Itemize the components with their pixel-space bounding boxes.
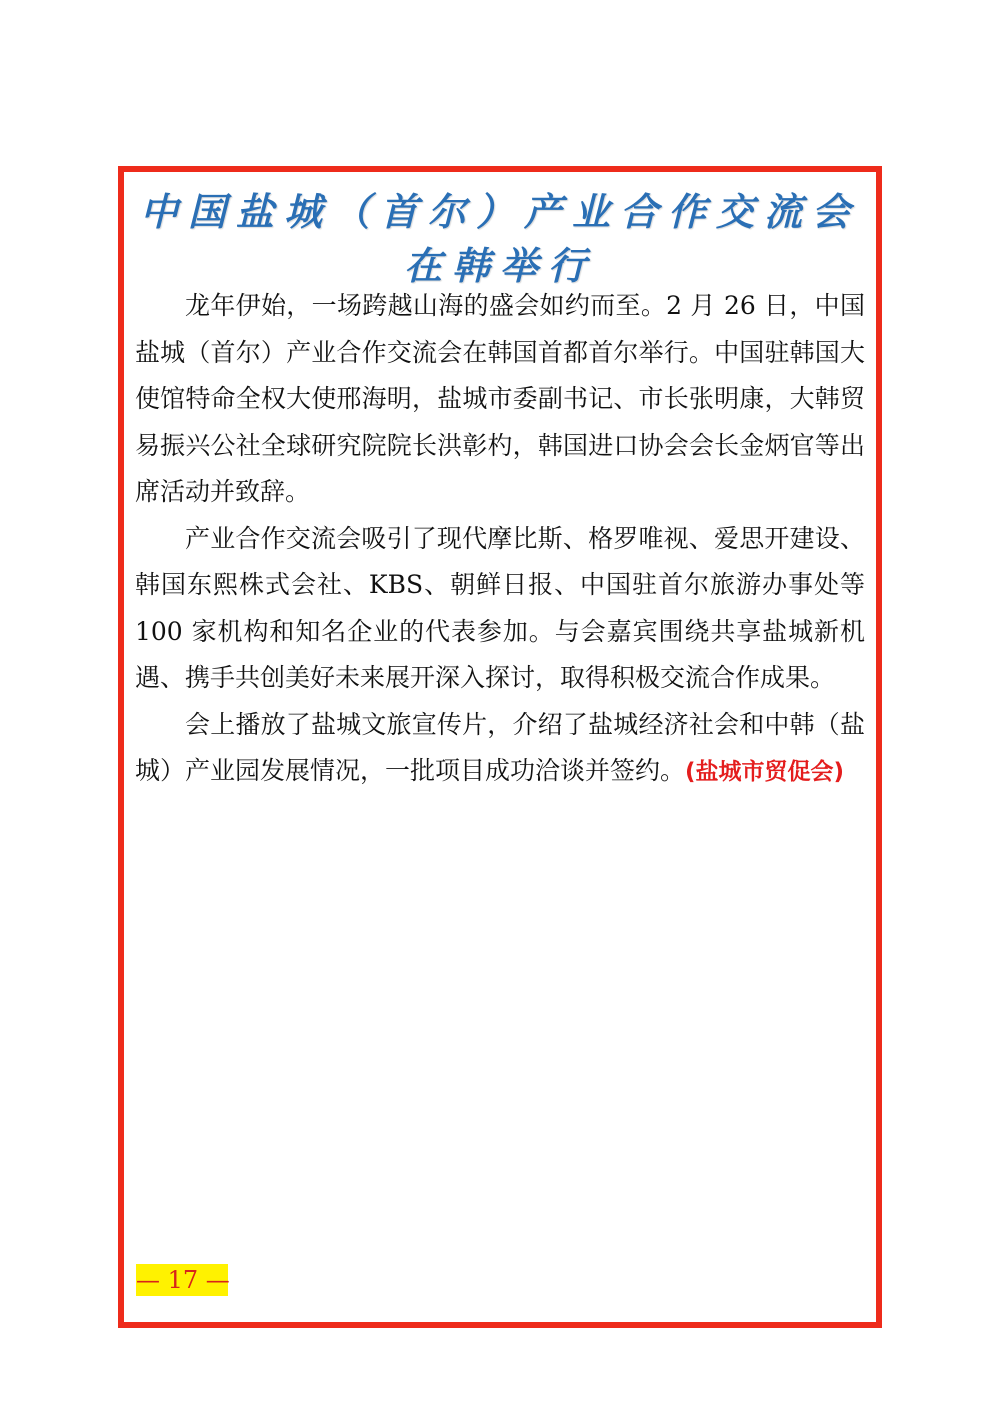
paragraph-3	[135, 702, 865, 796]
paragraph-2: 产业合作交流会吸引了现代摩比斯、格罗唯视、爱思开建设、韩国东熙株式会社、KBS、朝鲜日报、中国驻首尔旅游办事处等 100 家机构和知名企业的代表参加。与会嘉宾围绕共享盐城新机遇、携手共创美好未来展开深入探讨，取得积极交流合作成果。	[135, 523, 865, 692]
article-title-line-2: 在韩举行	[403, 243, 596, 288]
paragraph-1: 龙年伊始，一场跨越山海的盛会如约而至。2 月 26 日，中国盐城（首尔）产业合作交流会在韩国首都首尔举行。中国驻韩国大使馆特命全权大使邢海明，盐城市委副书记、市长张明康，大韩贸易振兴公社全球研究院院长洪彰杓，韩国进口协会会长金炳官等出席活动并致辞。	[135, 291, 865, 506]
article-body	[135, 283, 865, 796]
article-title-line-1: 中国盐城（首尔）产业合作交流会	[139, 189, 860, 234]
source-attribution: (盐城市贸促会)	[685, 759, 845, 785]
paragraph-3-text: 会上播放了盐城文旅宣传片，介绍了盐城经济社会和中韩（盐城）产业园发展情况，一批项目成功洽谈并签约。	[135, 709, 865, 785]
page-number: — 17 —	[136, 1266, 230, 1294]
